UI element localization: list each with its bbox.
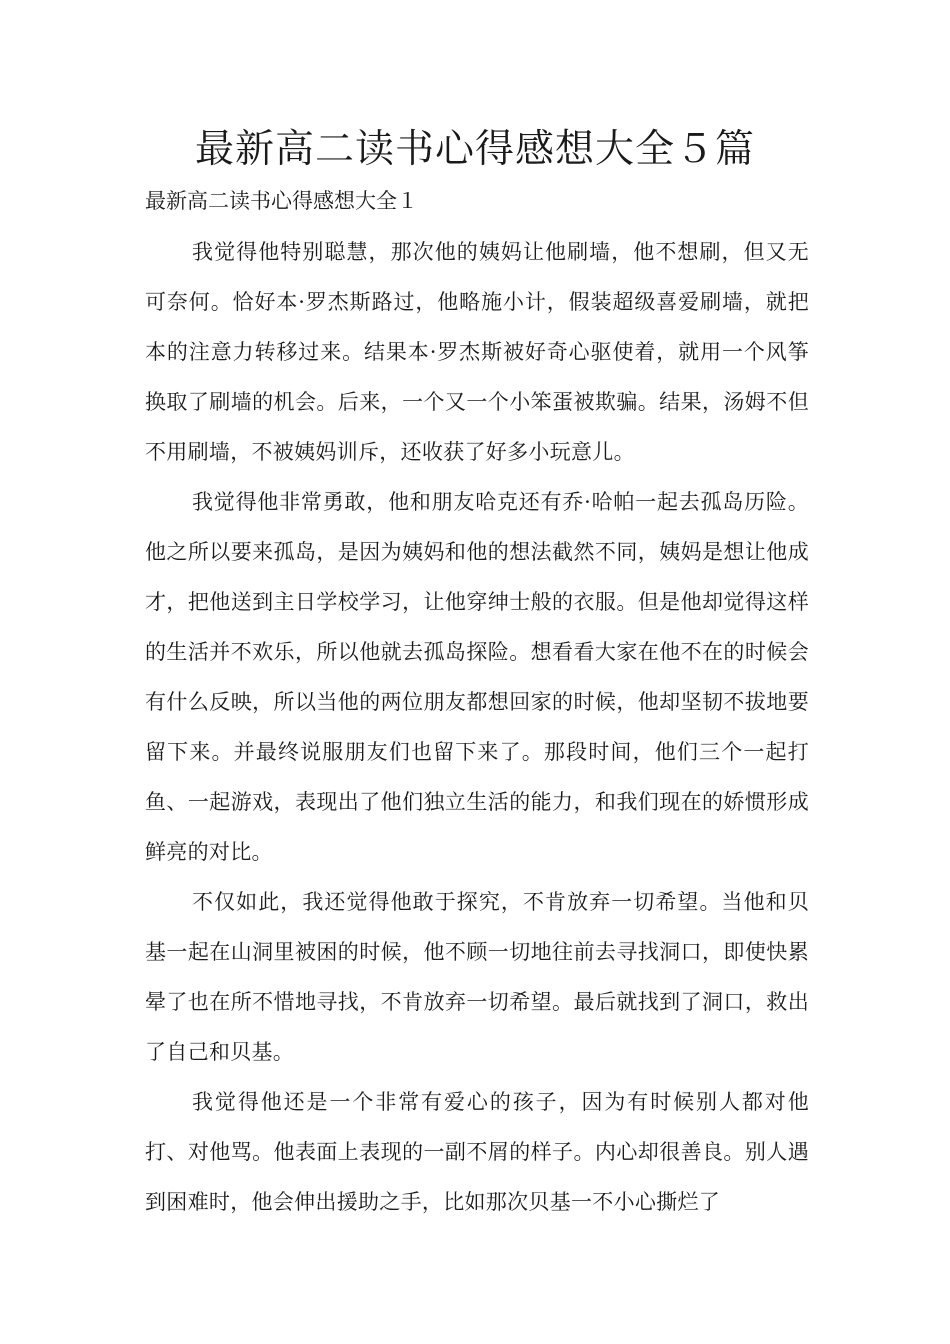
section-heading: 最新高二读书心得感想大全１ <box>145 189 418 213</box>
document-title: 最新高二读书心得感想大全５篇 <box>194 127 755 172</box>
paragraph-2: 我觉得他非常勇敢，他和朋友哈克还有乔·哈帕一起去孤岛历险。他之所以要来孤岛，是因为姨妈和他的想法截然不同，姨妈是想让他成才，把他送到主日学校学习，让他穿绅士般的衣服。但是他却觉得这样的生活并不欢乐，所以他就去孤岛探险。想看看大家在他不在的时候会有什么反映，所以当他的两位朋友都想回家的时候，他却坚韧不拔地要留下来。并最终说服朋友们也留下来了。那段时间，他们三个一起打鱼、一起游戏，表现出了他们独立生活的能力，和我们现在的娇惯形成鲜亮的对比。 <box>145 490 809 864</box>
paragraph-1: 我觉得他特别聪慧，那次他的姨妈让他刷墙，他不想刷，但又无可奈何。恰好本·罗杰斯路过，他略施小计，假装超级喜爱刷墙，就把本的注意力转移过来。结果本·罗杰斯被好奇心驱使着，就用一个风筝换取了刷墙的机会。后来，一个又一个小笨蛋被欺骗。结果，汤姆不但不用刷墙，不被姨妈训斥，还收获了好多小玩意儿。 <box>145 240 809 464</box>
paragraph-4: 我觉得他还是一个非常有爱心的孩子，因为有时候别人都对他打、对他骂。他表面上表现的一副不屑的样子。内心却很善良。别人遇到困难时，他会伸出援助之手，比如那次贝基一不小心撕烂了 <box>145 1090 809 1214</box>
paragraph-3: 不仅如此，我还觉得他敢于探究，不肯放弃一切希望。当他和贝基一起在山洞里被困的时候，他不顾一切地往前去寻找洞口，即使快累晕了也在所不惜地寻找，不肯放弃一切希望。最后就找到了洞口，救出了自己和贝基。 <box>145 890 809 1064</box>
document-body <box>145 227 809 1227</box>
